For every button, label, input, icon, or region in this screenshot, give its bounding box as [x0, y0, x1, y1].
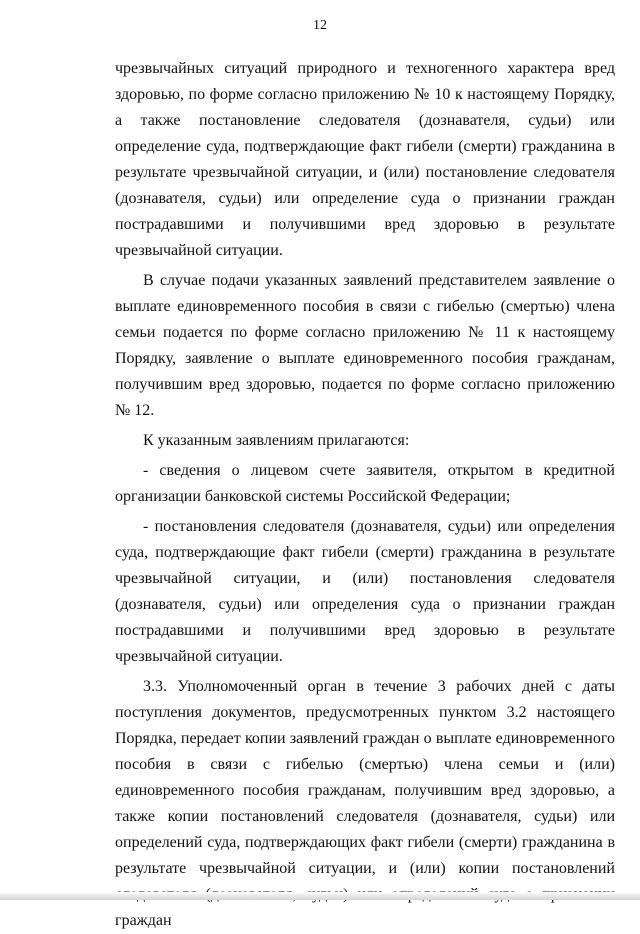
list-item-investigator-decisions: - постановления следователя (дознавателя, судьи) или определения суда, подтверждающие факт гибели (смерти) гражданина в результате чрезвычайной ситуации, и (или) постановления следователя (дознавателя, судьи) или определения суда о признании граждан пострадавшими и получившими вред здоровью в результате чрезвычайной ситуации. [115, 518, 615, 665]
paragraph-section-3-3: 3.3. Уполномоченный орган в течение 3 рабочих дней с даты поступления документов, предусмотренных пунктом 3.2 настоящего Порядка, передает копии заявлений граждан о выплате единовременного пособия в связи с гибелью (смертью) члена семьи и (или) единовременного пособия гражданам, получившим вред здоровью, а также копии постановлений следователя (дознавателя, судьи) или определений суда, подтверждающих факт гибели (смерти) гражданина в результате чрезвычайной ситуации, и (или) копии постановлений граждан [115, 678, 615, 929]
page-number: 12 [313, 18, 327, 33]
paragraph-attachments-intro: К указанным заявлениям прилагаются: [143, 432, 410, 449]
paragraph-representative-application: В случае подачи указанных заявлений представителем заявление о выплате единовременного пособия в связи с гибелью (смертью) члена семьи подается по форме согласно приложению № 11 к настоящему Порядку, заявление о выплате единовременного пособия гражданам, получившим вред здоровью, подается по форме согласно приложению № 12. [115, 272, 615, 419]
list-item-bank-account: - сведения о лицевом счете заявителя, открытом в кредитной организации банковской системы Российской Федерации; [115, 462, 615, 505]
paragraph-continuation: чрезвычайных ситуаций природного и техногенного характера вред здоровью, по форме согласно приложению № 10 к настоящему Порядку, а также постановление следователя (дознавателя, судьи) или определение суда, подтверждающие факт гибели (смерти) гражданина в результате чрезвычайной ситуации, и (или) постановление следователя (дознавателя, судьи) или определение суда о признании граждан пострадавшими и получившими вред здоровью в результате чрезвычайной ситуации. [115, 60, 615, 259]
document-body [115, 56, 615, 934]
scan-edge [0, 892, 640, 900]
